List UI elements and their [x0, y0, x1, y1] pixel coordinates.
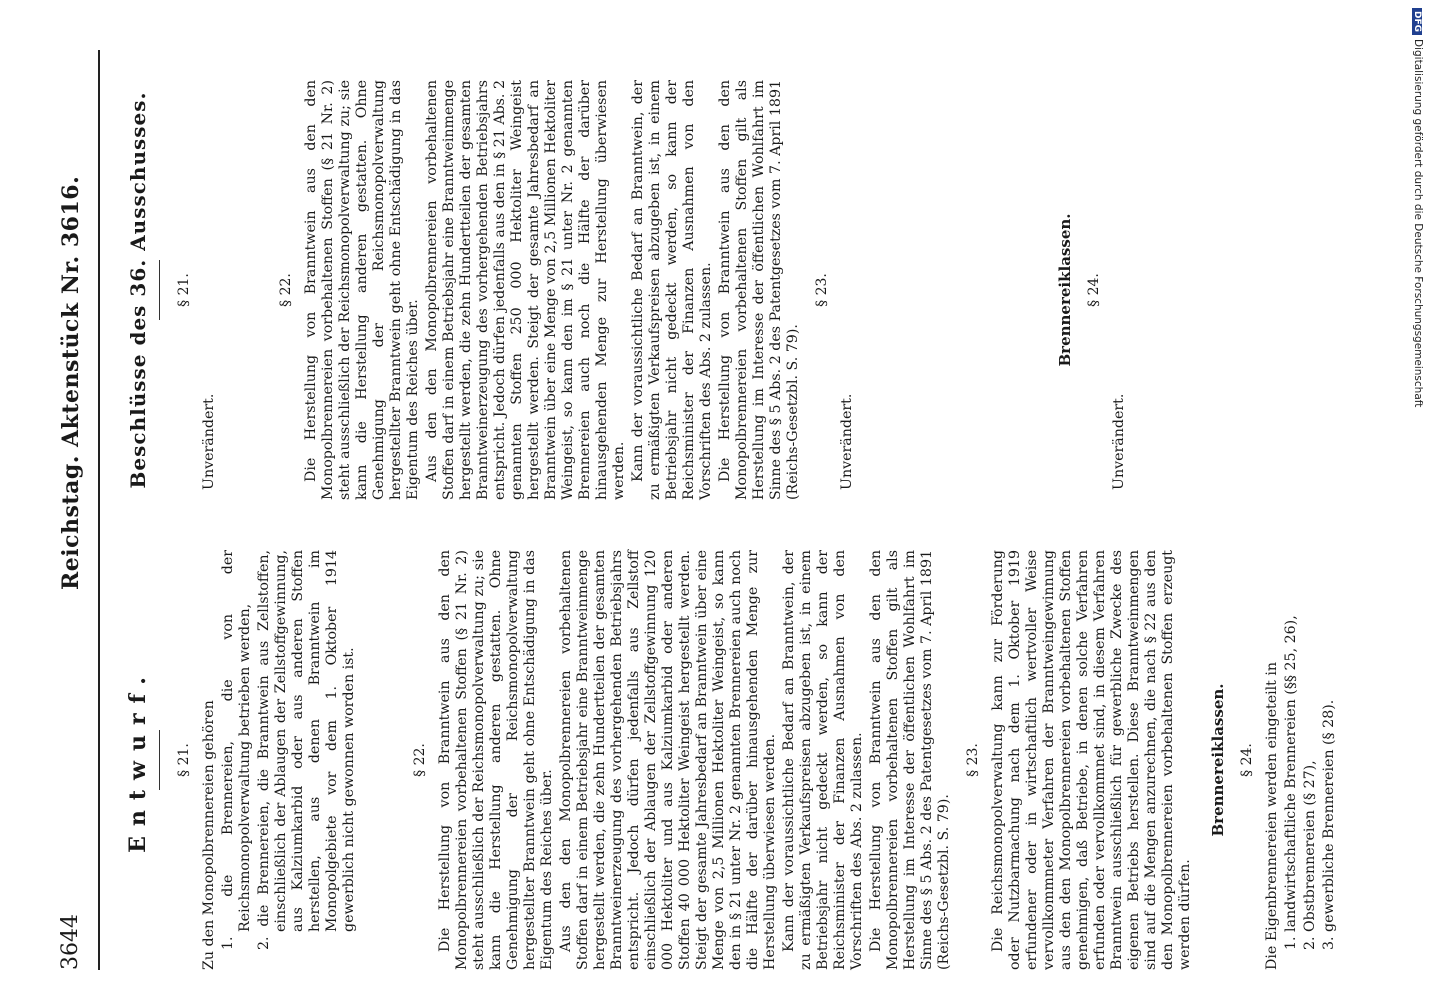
section-21-item-2: 2. die Brennereien, die Branntwein aus Zellstoffen, einschließlich der Ablaugen der Zellstoffgewinnung, aus Kalziumkarbid oder aus anderen Stoffen herstellen, aus denen Branntwein im Monopolgebiete vor dem 1. Oktober 1914 gewerblich nicht gewonnen worden ist.	[256, 550, 357, 950]
spacer	[916, 80, 1041, 500]
draft-column	[108, 550, 1340, 970]
section-22-paragraph-1: Die Herstellung von Branntwein aus den den Monopolbrennereien vorbehaltenen Stoffen (§ 21 Nr. 2) steht ausschließlich der Reichsmonopolverwaltung zu; sie kann die Herstellung anderen gestatten. Ohne Genehmigung der Reichsmonopolverwaltung hergestellter Branntwein geht ohne Entschädigung in das Eigentum des Reiches über.	[303, 80, 421, 500]
heading-rule	[159, 260, 160, 320]
section-23-paragraph-1: Die Reichsmonopolverwaltung kann zur Förderung oder Nutzbarmachung nach dem 1. Oktober 1919 erfundener oder in wirtschaftlich wertvoller Weise vervollkommneter Verfahren der Branntweingewinnung aus den den Monopolbrennereien vorbehaltenen Stoffen genehmigen, daß Betriebe, in denen solche Verfahren erfunden oder vervollkommnet sind, in diesem Verfahren Branntwein ausschließlich für gewerbliche Zwecke des eigenen Betriebs herstellen. Diese Branntweinmengen sind auf die Mengen anzurechnen, die nach § 22 aus den den Monopolbrennereien vorbehaltenen Stoffen erzeugt werden dürfen.	[990, 550, 1193, 970]
brewery-classes-heading: Brennereiklassen.	[1056, 213, 1074, 367]
section-24-intro: Die Eigenbrennereien werden eingeteilt in	[1264, 661, 1280, 970]
section-21-unchanged: Unverändert.	[201, 393, 217, 490]
section-23-unchanged: Unverändert.	[839, 393, 855, 490]
document-title: Reichstag. Aktenstück Nr. 3616.	[58, 175, 84, 590]
section-22-paragraph-2: Aus den den Monopolbrennereien vorbehaltenen Stoffen darf in einem Betriebsjahr eine Branntweinmenge hergestellt werden, die zehn Hundertteilen der gesamten Branntweinerzeugung des vorhergehenden Betriebsjahrs entspricht. Jedoch dürfen jedenfalls aus Zellstoff einschließlich der Ablaugen der Zellstoffgewinnung 120 000 Hektoliter und aus Kalziumkarbid oder anderen Stoffen 40 000 Hektoliter Weingeist hergestellt werden. Steigt der gesamte Jahresbedarf an Branntwein über eine Menge von 2,5 Millionen Hektoliter Weingeist, so kann den in § 21 unter Nr. 2 genannten Brennereien auch noch die Hälfte der darüber hinausgehenden Menge zur Herstellung überwiesen werden.	[558, 550, 778, 970]
section-22-paragraph-4: Die Herstellung von Branntwein aus den den Monopolbrennereien vorbehaltenen Stoffen gilt als Herstellung im Interesse der öffentlichen Wohlfahrt im Sinne des § 5 Abs. 2 des Patentgesetzes vom 7. April 1891 (Reichs-Gesetzbl. S. 79).	[868, 550, 952, 970]
section-23-label: § 23.	[965, 743, 981, 777]
scanned-page	[50, 50, 1390, 970]
section-22-paragraph-1: Die Herstellung von Branntwein aus den den Monopolbrennereien vorbehaltenen Stoffen (§ 21 Nr. 2) steht ausschließlich der Reichsmonopolverwaltung zu; sie kann die Herstellung anderen gestatten. Ohne Genehmigung der Reichsmonopolverwaltung hergestellter Branntwein geht ohne Entschädigung in das Eigentum des Reiches über.	[437, 550, 555, 970]
spacer	[360, 550, 400, 970]
section-21-intro: Zu den Monopolbrennereien gehören	[201, 700, 217, 970]
section-22-label: § 22.	[412, 743, 428, 777]
header-rule	[98, 50, 100, 970]
committee-column	[108, 80, 1188, 500]
section-22-paragraph-4: Die Herstellung von Branntwein aus den den Monopolbrennereien vorbehaltenen Stoffen gilt als Herstellung im Interesse der öffentlichen Wohlfahrt im Sinne des § 5 Abs. 2 des Patentgesetzes vom 7. April 1891 (Reichs-Gesetzbl. S. 79).	[717, 80, 801, 500]
page-number: 3644	[58, 914, 83, 970]
brewery-classes-heading: Brennereiklassen.	[1209, 683, 1227, 837]
section-24-item-1: 1. landwirtschaftliche Brennereien (§§ 25, 26),	[1283, 615, 1299, 950]
section-24-item-3: 3. gewerbliche Brennereien (§ 28).	[1321, 699, 1337, 950]
draft-heading: Entwurf.	[125, 667, 151, 853]
section-24-label: § 24.	[1239, 743, 1255, 777]
committee-heading: Beschlüsse des 36. Ausschusses.	[126, 91, 150, 489]
section-24-item-2: 2. Obstbrennereien (§ 27),	[1302, 760, 1318, 950]
section-21-item-1: 1. die Brennereien, die von der Reichsmonopolverwaltung betrieben werden,	[220, 550, 253, 950]
section-21-label: § 21.	[176, 273, 192, 307]
heading-rule	[159, 730, 160, 790]
section-22-label: § 22.	[278, 273, 294, 307]
section-22-paragraph-3: Kann der voraussichtliche Bedarf an Branntwein, der zu ermäßigten Verkaufspreisen abzugeben ist, in einem Betriebsjahr nicht gedeckt werden, so kann der Reichsminister der Finanzen Ausnahmen von den Vorschriften des Abs. 2 zulassen.	[781, 550, 865, 970]
section-21-label: § 21.	[176, 743, 192, 777]
section-24-unchanged: Unverändert.	[1111, 393, 1127, 490]
section-23-label: § 23.	[814, 273, 830, 307]
section-22-paragraph-3: Kann der voraussichtliche Bedarf an Branntwein, der zu ermäßigten Verkaufspreisen abzugeben ist, in einem Betriebsjahr nicht gedeckt werden, so kann der Reichsminister der Finanzen Ausnahmen von den Vorschriften des Abs. 2 zulassen.	[630, 80, 714, 500]
section-24-label: § 24.	[1086, 273, 1102, 307]
dfg-logo: DFG	[1412, 8, 1422, 35]
page-header	[50, 50, 98, 970]
digitization-credit: Digitalisierung gefördert durch die Deutsche Forschungsgemeinschaft	[1412, 39, 1424, 408]
section-22-paragraph-2: Aus den den Monopolbrennereien vorbehaltenen Stoffen darf in einem Betriebsjahr eine Branntweinmenge hergestellt werden, die zehn Hundertteilen der gesamten Branntweinerzeugung des vorhergehenden Betriebsjahrs entspricht. Jedoch dürfen jedenfalls aus den in § 21 Abs. 2 genannten Stoffen 250 000 Hektoliter Weingeist hergestellt werden. Steigt der gesamte Jahresbedarf an Branntwein über eine Menge von 2,5 Millionen Hektoliter Weingeist, so kann den im § 21 unter Nr. 2 genannten Brennereien auch noch die Hälfte der darüber hinausgehenden Menge zur Herstellung überwiesen werden.	[424, 80, 627, 500]
